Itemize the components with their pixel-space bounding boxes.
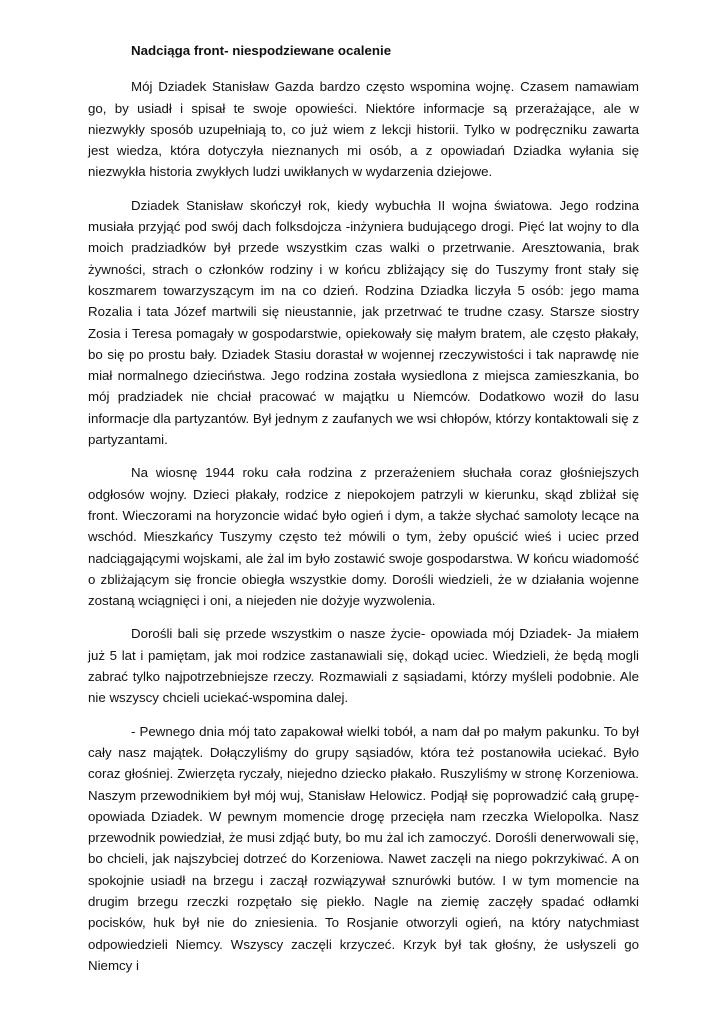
paragraph-family: Dziadek Stanisław skończył rok, kiedy wybuchła II wojna światowa. Jego rodzina musiała przyjąć pod swój dach folksdojcza -inżyniera budującego drogi. Pięć lat wojny to dla moich pradziadków był przede wszystkim czas walki o przetrwanie. Aresztowania, brak żywności, strach o członków rodziny i w końcu zbliżający się do Tuszymy front stały się koszmarem towarzyszącym im na co dzień. Rodzina Dziadka liczyła 5 osób: jego mama Rozalia i tata Józef martwili się nieustannie, jak przetrwać te trudne czasy. Starsze siostry Zosia i Teresa pomagały w gospodarstwie, opiekowały się małym bratem, ale często płakały, bo się po prostu bały. Dziadek Stasiu dorastał w wojennej rzeczywistości i tak naprawdę nie miał normalnego dzieciństwa. Jego rodzina została wysiedlona z miejsca zamieszkania, bo mój pradziadek nie chciał pracować w majątku u Niemców. Dodatkowo woził do lasu informacje dla partyzantów. Był jednym z zaufanych we wsi chłopów, którzy kontaktowali się z partyzantami. bbox=[88, 197, 639, 448]
paragraph-fear: Dorośli bali się przede wszystkim o nasze życie- opowiada mój Dziadek- Ja miałem już 5 lat i pamiętam, jak moi rodzice zastanawiali się, dokąd uciec. Wiedzieli, że będą mogli zabrać tylko najpotrzebniejsze rzeczy. Rozmawiali z sąsiadami, którzy myśleli podobnie. Ale nie wszyscy chcieli uciekać-wspomina dalej. bbox=[88, 626, 639, 706]
document-title: Nadciąga front- niespodziewane ocalenie bbox=[131, 43, 392, 58]
document-page bbox=[88, 40, 639, 988]
paragraph-spring-1944: Na wiosnę 1944 roku cała rodzina z przerażeniem słuchała coraz głośniejszych odgłosów wojny. Dzieci płakały, rodzice z niepokojem patrzyli w kierunku, skąd zbliżał się front. Wieczorami na horyzoncie widać było ogień i dym, a także słychać samoloty lecące na wschód. Mieszkańcy Tuszymy często też mówili o tym, żeby opuścić wieś i uciec przed nadciągającymi wojskami, ale żal im było zostawić swoje gospodarstwa. W końcu wiadomość o zbliżającym się froncie obiegła wszystkie domy. Dorośli wiedzieli, że w działania wojenne zostaną wciągnięci i oni, a niejeden nie dożyje wyzwolenia. bbox=[88, 465, 639, 609]
paragraph-escape: - Pewnego dnia mój tato zapakował wielki tobół, a nam dał po małym pakunku. To był cały nasz majątek. Dołączyliśmy do grupy sąsiadów, która też postanowiła uciekać. Było coraz głośniej. Zwierzęta ryczały, niejedno dziecko płakało. Ruszyliśmy w stronę Korzeniowa. Naszym przewodnikiem był mój wuj, Stanisław Helowicz. Podjął się poprowadzić całą grupę- opowiada Dziadek. W pewnym momencie drogę przecięła nam rzeczka Wielopolka. Nasz przewodnik powiedział, że musi zdjąć buty, bo mu żal ich zamoczyć. Dorośli denerwowali się, bo chcieli, jak najszybciej dotrzeć do Korzeniowa. Nawet zaczęli na niego pokrzykiwać. A on spokojnie usiadł na brzegu i zaczął rozwiązywał sznurówki butów. I w tym momencie na drugim brzegu rzeczki rozpętało się piekło. Nagle na ziemię zaczęły spadać odłamki pocisków, huk był nie do zniesienia. To Rosjanie otworzyli ogień, na który natychmiast odpowiedzieli Niemcy. Wszyscy zaczęli krzyczeć. Krzyk był tak głośny, że usłyszeli go Niemcy i bbox=[88, 723, 639, 973]
paragraph-intro: Mój Dziadek Stanisław Gazda bardzo często wspomina wojnę. Czasem namawiam go, by usiadł i spisał te swoje opowieści. Niektóre informacje są przerażające, ale w niezwykły sposób uzupełniają to, co już wiem z lekcji historii. Tylko w podręczniku zawarta jest wiedza, która dotyczyła nieznanych mi osób, a z opowiadań Dziadka wyłania się niezwykła historia zwykłych ludzi uwikłanych w wydarzenia dziejowe. bbox=[88, 79, 639, 180]
